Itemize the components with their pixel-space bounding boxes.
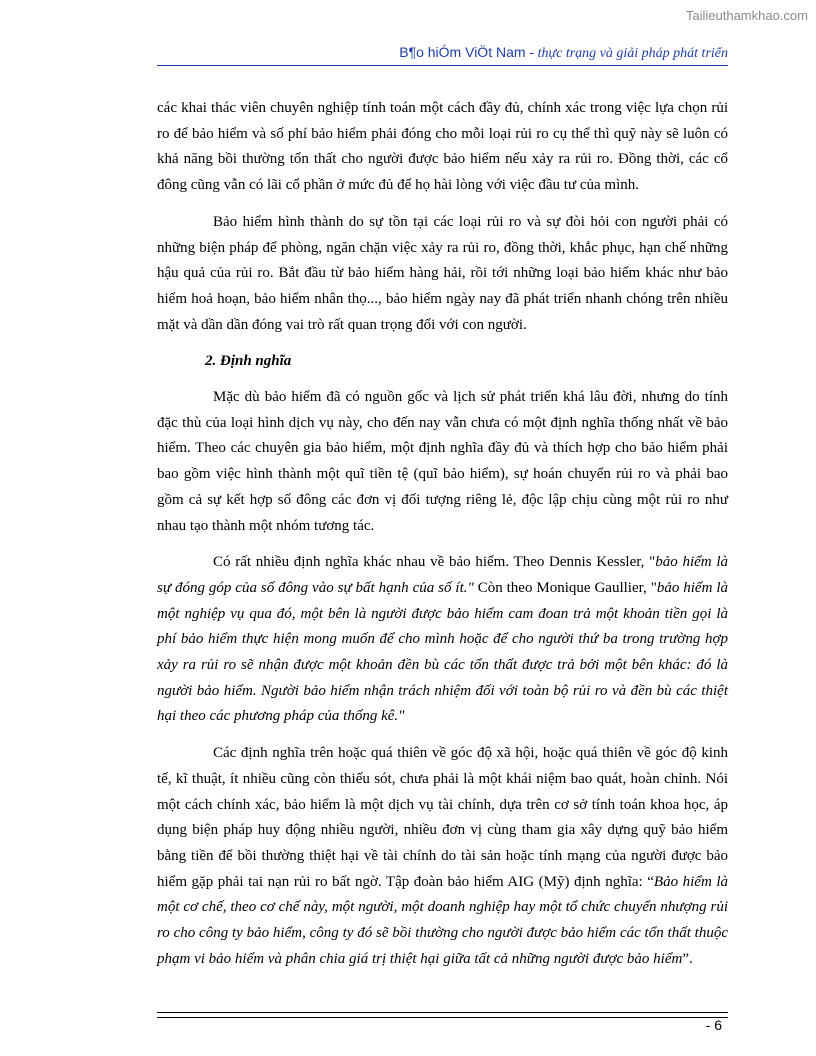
paragraph-4 <box>157 550 728 730</box>
watermark: Tailieuthamkhao.com <box>685 8 808 23</box>
p4-text-a: Có rất nhiều định nghĩa khác nhau về bảo hiểm. Theo Dennis Kessler, " <box>213 554 656 571</box>
p4-text-c: Còn theo Monique Gaullier, " <box>473 579 657 596</box>
paragraph-3: Mặc dù bảo hiểm đã có nguồn gốc và lịch sử phát triển khá lâu đời, nhưng do tính đặc thù của loại hình dịch vụ này, cho đến nay vẫn chưa có một định nghĩa thống nhất về bảo hiểm. Theo các chuyên gia bảo hiểm, một định nghĩa đầy đủ và thích hợp cho bảo hiểm phải bao gồm việc hình thành một quĩ tiền tệ (quĩ bảo hiểm), sự hoán chuyển rủi ro và phải bao gồm cả sự kết hợp số đông các đơn vị đối tượng riêng lẻ, độc lập chịu cùng một rủi ro như nhau tạo thành một nhóm tương tác. <box>157 389 728 534</box>
footer-divider <box>157 1012 728 1018</box>
header-subtitle: thực trạng và giải pháp phát triển <box>534 46 728 61</box>
paragraph-1: các khai thác viên chuyên nghiệp tính toán một cách đầy đủ, chính xác trong việc lựa chọn rủi ro để bảo hiểm và số phí bảo hiểm phải đóng cho mỗi loại rủi ro cụ thể thì quỹ này sẽ luôn có khả năng bồi thường tổn thất cho người được bảo hiểm nếu xảy ra rủi ro. Đồng thời, các cổ đông cũng vẫn có lãi cổ phần ở mức đủ để họ hài lòng với việc đầu tư của mình. <box>157 100 728 194</box>
p5-text-a: Các định nghĩa trên hoặc quá thiên về góc độ xã hội, hoặc quá thiên về góc độ kinh tế, kĩ thuật, ít nhiều cũng còn thiếu sót, chưa phải là một khái niệm bao quát, hoàn chỉnh. Nói một cách chính xác, bảo hiểm là một dịch vụ tài chính, dựa trên cơ sở tính toán khoa học, áp dụng biện pháp huy động nhiều người, nhiều đơn vị cùng tham gia xây dựng quỹ bảo hiểm bằng tiền để bồi thường thiệt hại về tài chính do tài sản hoặc tính mạng của người được bảo hiểm gặp phải tai nạn rủi ro bất ngờ. Tập đoàn bảo hiểm AIG (Mỹ) định nghĩa: “ <box>157 745 728 890</box>
p5-quote-aig: Bảo hiểm là một cơ chế, theo cơ chế này, một người, một doanh nghiệp hay một tổ chức chuyển nhượng rủi ro cho công ty bảo hiểm, công ty đó sẽ bồi thường cho người được bảo hiểm các tổn thất thuộc phạm vi bảo hiểm và phân chia giá trị thiệt hại giữa tất cả những người được bảo hiểm <box>157 873 728 967</box>
header-title: B¶o hiÓm ViÖt Nam - <box>399 44 535 60</box>
page-header <box>157 44 728 66</box>
p5-text-c: ”. <box>682 950 693 967</box>
document-body <box>157 96 728 984</box>
page-number: - 6 <box>705 1017 722 1033</box>
paragraph-5 <box>157 741 728 972</box>
section-heading: 2. Định nghĩa <box>205 353 292 370</box>
p4-quote-kessler: bảo hiểm là sự đóng góp của số đông vào sự bất hạnh của số ít." <box>157 554 729 596</box>
p4-quote-gaullier: bảo hiểm là một nghiệp vụ qua đó, một bên là người được bảo hiểm cam đoan trả một khoản tiền gọi là phí bảo hiểm thực hiện mong muốn để cho mình hoặc để cho người thứ ba trong trường hợp xảy ra rủi ro sẽ nhận được một khoản đền bù các tổn thất được trả bởi một bên khác: đó là người bảo hiểm. Người bảo hiểm nhận trách nhiệm đối với toàn bộ rủi ro và đền bù các thiệt hại theo các phương pháp của thống kê." <box>157 579 728 725</box>
paragraph-2: Bảo hiểm hình thành do sự tồn tại các loại rủi ro và sự đòi hỏi con người phải có những biện pháp để phòng, ngăn chặn việc xảy ra rủi ro, đồng thời, khắc phục, hạn chế những hậu quả của rủi ro. Bắt đầu từ bảo hiểm hàng hải, rồi tới những loại bảo hiểm khác như bảo hiểm hoả hoạn, bảo hiểm nhân thọ..., bảo hiểm ngày nay đã phát triển nhanh chóng trên nhiều mặt và dần dần đóng vai trò rất quan trọng đối với con người. <box>157 213 728 333</box>
